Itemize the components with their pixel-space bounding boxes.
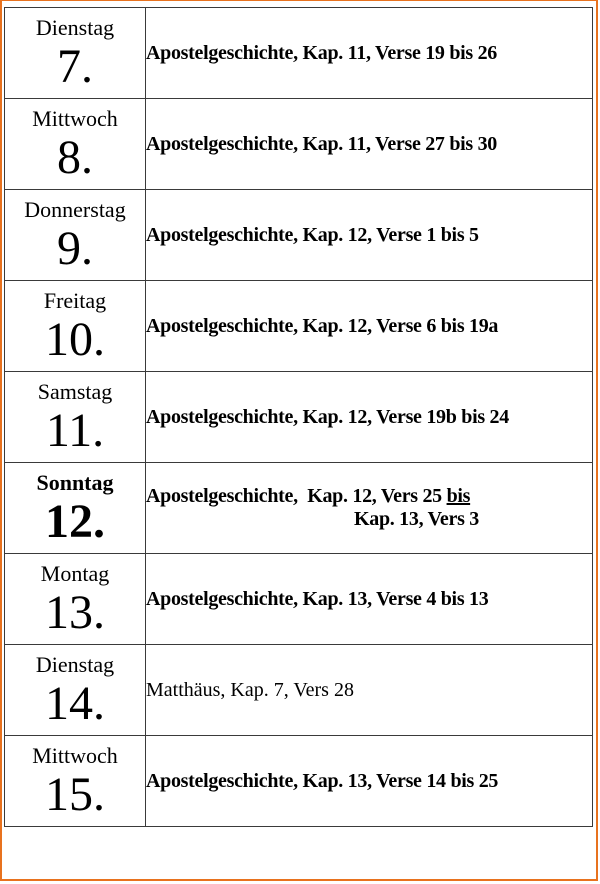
date-number: 7. (57, 40, 93, 93)
date-number: 15. (45, 768, 105, 821)
reading-text: Apostelgeschichte, Kap. 13, Verse 14 bis 25 (146, 736, 593, 827)
day-cell (5, 736, 146, 827)
reading-text (146, 463, 593, 554)
table-row (5, 554, 593, 645)
table-row (5, 190, 593, 281)
reading-text: Apostelgeschichte, Kap. 12, Verse 19b bis 24 (146, 372, 593, 463)
weekday-label: Donnerstag (24, 197, 126, 222)
date-number: 9. (57, 222, 93, 275)
table-row (5, 736, 593, 827)
table-row (5, 99, 593, 190)
weekday-label: Dienstag (35, 15, 115, 40)
reading-plan-table (4, 7, 593, 827)
day-cell (5, 99, 146, 190)
day-cell (5, 8, 146, 99)
reading-line-1-text: Apostelgeschichte, Kap. 12, Vers 25 (146, 485, 447, 507)
day-cell-sunday (5, 463, 146, 554)
weekday-label: Dienstag (35, 652, 115, 677)
date-number: 8. (57, 131, 93, 184)
date-number: 11. (45, 404, 105, 457)
date-number: 13. (45, 586, 105, 639)
day-cell (5, 190, 146, 281)
weekday-label: Samstag (37, 379, 113, 404)
weekday-label: Mittwoch (32, 106, 118, 131)
date-number: 14. (45, 677, 105, 730)
reading-text: Apostelgeschichte, Kap. 12, Verse 1 bis 5 (146, 190, 593, 281)
weekday-label: Freitag (43, 288, 107, 313)
reading-line-1-underlined: bis (446, 485, 471, 507)
date-number: 12. (45, 495, 105, 548)
weekday-label: Mittwoch (32, 743, 118, 768)
table-row (5, 8, 593, 99)
weekday-label: Sonntag (36, 470, 114, 495)
date-number: 10. (45, 313, 105, 366)
weekday-label: Montag (40, 561, 110, 586)
reading-text: Apostelgeschichte, Kap. 11, Verse 27 bis 30 (146, 99, 593, 190)
day-cell (5, 554, 146, 645)
reading-line-1 (146, 485, 592, 508)
day-cell (5, 281, 146, 372)
day-cell (5, 645, 146, 736)
table-row (5, 463, 593, 554)
reading-text: Apostelgeschichte, Kap. 13, Verse 4 bis 13 (146, 554, 593, 645)
reading-text: Apostelgeschichte, Kap. 12, Verse 6 bis 19a (146, 281, 593, 372)
table-row (5, 281, 593, 372)
table-row (5, 372, 593, 463)
day-cell (5, 372, 146, 463)
reading-text: Apostelgeschichte, Kap. 11, Verse 19 bis 26 (146, 8, 593, 99)
reading-text: Matthäus, Kap. 7, Vers 28 (146, 645, 593, 736)
reading-line-2: Kap. 13, Vers 3 (354, 508, 479, 530)
table-row (5, 645, 593, 736)
